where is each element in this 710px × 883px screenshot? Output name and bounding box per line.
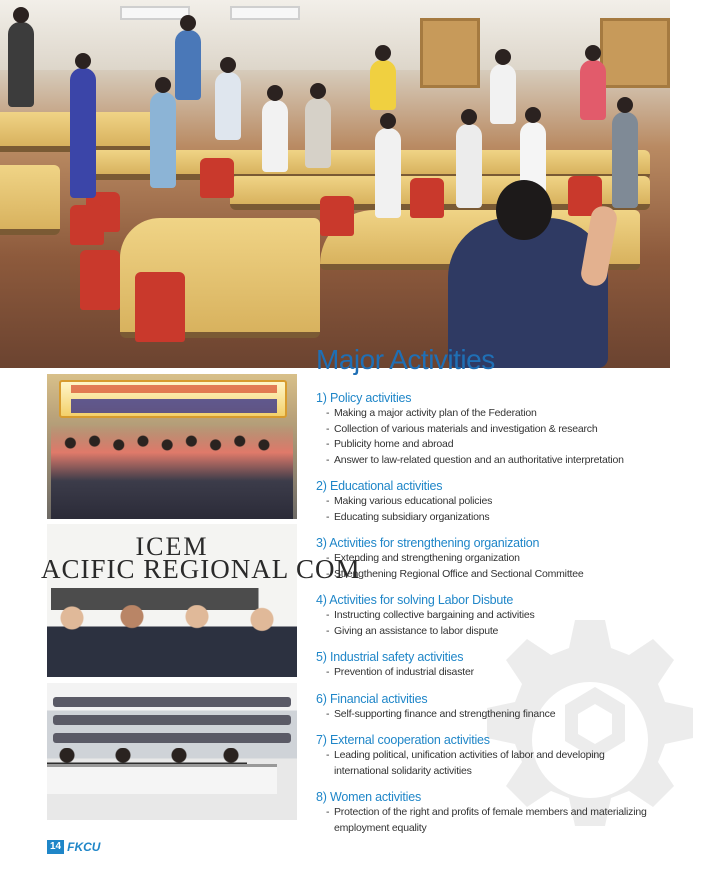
hall-wall <box>0 0 670 70</box>
list-item: - Collection of various materials and investigation & research <box>326 422 660 438</box>
list-item: - Making various educational policies <box>326 494 660 510</box>
list-item: - Giving an assistance to labor dispute <box>326 624 660 640</box>
section-heading: 2) Educational activities <box>316 479 443 493</box>
section-women <box>316 789 660 836</box>
participant <box>490 64 516 124</box>
section-heading: 7) External cooperation activities <box>316 733 490 747</box>
event-banner <box>59 380 287 418</box>
hall-chair <box>410 178 444 218</box>
section-policy <box>316 390 660 468</box>
section-items <box>316 748 660 779</box>
seated-row <box>53 715 291 725</box>
section-items <box>316 707 660 723</box>
list-item: - Protection of the right and profits of female members and materializing employment equality <box>326 805 660 836</box>
participant <box>175 30 201 100</box>
list-item: - Self-supporting finance and strengthening finance <box>326 707 660 723</box>
page-title: Major Activities <box>316 344 495 375</box>
section-items <box>316 665 660 681</box>
participant <box>8 22 34 107</box>
hall-chair <box>135 272 185 342</box>
list-item: - Answer to law-related question and an authoritative interpretation <box>326 453 660 469</box>
conference-sign-icem: ICEM <box>135 532 209 561</box>
hall-desk <box>0 165 60 235</box>
participant <box>612 112 638 208</box>
section-items <box>316 805 660 836</box>
conference-sign-regional: ACIFIC REGIONAL COM <box>41 554 361 584</box>
hall-chair <box>320 196 354 236</box>
photo-seminar-room <box>47 683 297 820</box>
hall-chair <box>70 205 104 245</box>
participant <box>370 60 396 110</box>
seminar-table <box>47 764 277 794</box>
section-heading: 4) Activities for solving Labor Disbute <box>316 593 514 607</box>
list-item: - Making a major activity plan of the Federation <box>326 406 660 422</box>
hall-door <box>420 18 480 88</box>
section-items <box>316 494 660 525</box>
section-financial <box>316 691 660 723</box>
participant <box>262 100 288 172</box>
hero-photo-lecture-hall <box>0 0 670 368</box>
section-heading: 8) Women activities <box>316 790 422 804</box>
section-heading: 6) Financial activities <box>316 691 428 706</box>
section-external-cooperation <box>316 732 660 779</box>
section-items <box>316 551 660 582</box>
list-item: - Educating subsidiary organizations <box>326 510 660 526</box>
list-item: - Leading political, unification activities of labor and developing international solidarity activities <box>326 748 660 779</box>
seated-row <box>53 697 291 707</box>
list-item: - Extending and strengthening organization <box>326 551 660 567</box>
hall-chair <box>200 158 234 198</box>
banner-title <box>71 399 277 413</box>
photo-women-representatives-group <box>47 374 297 519</box>
list-item: - Prevention of industrial disaster <box>326 665 660 681</box>
participant <box>305 98 331 168</box>
participant <box>215 72 241 140</box>
page-footer <box>47 839 100 855</box>
list-item: - Instructing collective bargaining and activities <box>326 608 660 624</box>
seated-row <box>53 733 291 743</box>
hall-chair <box>80 250 120 310</box>
page-number: 14 <box>47 840 64 854</box>
hall-window <box>120 6 190 20</box>
participant <box>580 60 606 120</box>
participant <box>375 128 401 218</box>
brand-name: FKCU <box>67 840 101 854</box>
hall-window <box>230 6 300 20</box>
section-labor-dispute <box>316 592 660 639</box>
list-item: - Publicity home and abroad <box>326 437 660 453</box>
participant <box>70 68 96 198</box>
section-items <box>316 608 660 639</box>
section-educational <box>316 478 660 525</box>
participant <box>150 92 176 188</box>
group-crowd <box>51 424 293 519</box>
list-item: - Strengthening Regional Office and Sectional Committee <box>326 567 660 583</box>
section-items <box>316 406 660 468</box>
photo-icem-conference <box>41 524 361 677</box>
participant <box>456 124 482 208</box>
section-heading: 5) Industrial safety activities <box>316 650 464 664</box>
section-heading: 3) Activities for strengthening organization <box>316 536 540 550</box>
section-industrial-safety <box>316 649 660 681</box>
section-organization <box>316 535 660 582</box>
hall-door <box>600 18 670 88</box>
banner-slogan <box>71 385 277 393</box>
major-activities-content <box>316 340 660 836</box>
section-heading: 1) Policy activities <box>316 391 412 405</box>
delegates-group <box>47 605 297 677</box>
